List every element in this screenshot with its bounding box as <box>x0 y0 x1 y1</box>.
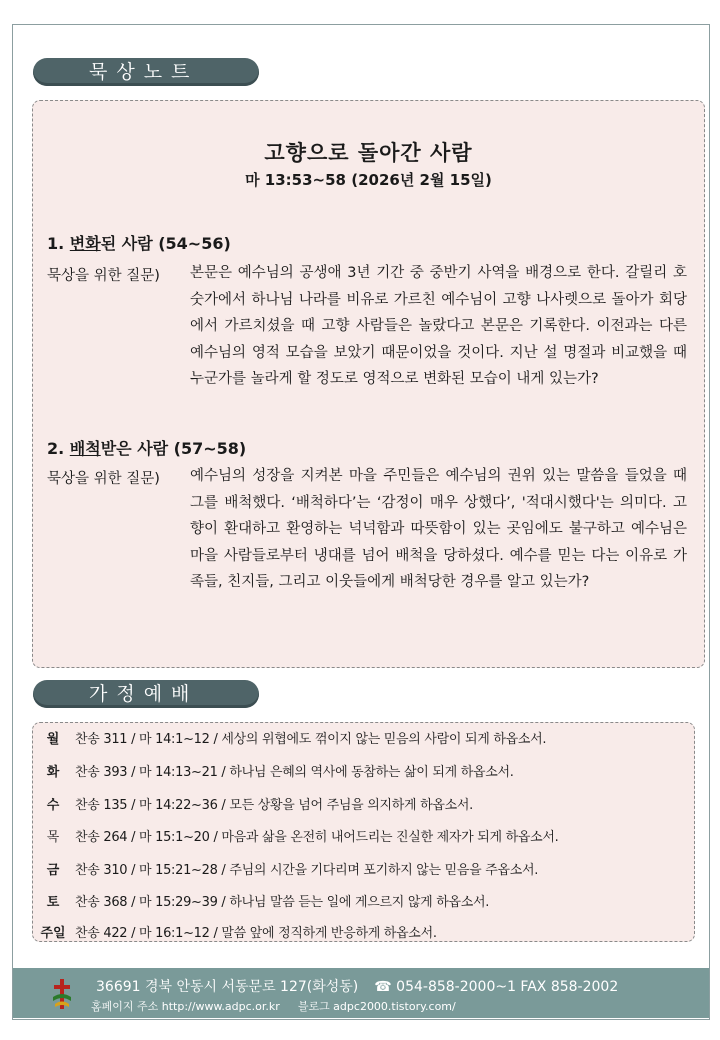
worship-text: 찬송 264 / 마 15:1~20 / 마음과 삶을 온전히 내어드리는 진실한 제자가 되게 하옵소서. <box>75 830 559 845</box>
worship-text: 찬송 422 / 마 16:1~12 / 말씀 앞에 정직하게 반응하게 하옵소서. <box>75 926 437 941</box>
worship-text: 찬송 311 / 마 14:1~12 / 세상의 위협에도 꺾이지 않는 믿음의 사람이 되게 하옵소서. <box>75 732 547 747</box>
worship-day: 주일 <box>40 926 66 941</box>
church-cross-logo-icon <box>51 977 73 1011</box>
point-1-number: 1. <box>47 234 65 253</box>
point-2-number: 2. <box>47 439 65 458</box>
point-2-rest: 받은 사람 (57~58) <box>100 439 247 458</box>
point-2-heading <box>47 436 246 459</box>
point-2-question-label: 묵상을 위한 질문) <box>47 471 160 487</box>
church-address: 36691 경북 안동시 서동문로 127(화성동) <box>96 979 359 995</box>
worship-section-header: 가정예배 <box>33 680 259 708</box>
church-phone: ☎ 054-858-2000~1 FAX 858-2002 <box>374 979 619 995</box>
meditation-box <box>32 100 705 668</box>
point-1-heading <box>47 231 231 254</box>
worship-text: 찬송 393 / 마 14:13~21 / 하나님 은혜의 역사에 동참하는 삶이 되게 하옵소서. <box>75 765 514 780</box>
point-2-question-text: 예수님의 성장을 지켜본 마을 주민들은 예수님의 권위 있는 말씀을 들었을 때 그를 배척했다. ‘배척하다’는 ‘감정이 매우 상했다’, '적대시했다'는 의미다. 고향이 환대하고 환영하는 넉넉함과 따뜻함이 있는 곳임에도 불구하고 예수님은 마을 사람들로부터 냉대를 넘어 배척을 당하셨다. 예수를 믿는 다는 이유로 가족들, 친지들, 그리고 이웃들에게 배척당한 경우를 알고 있는가? <box>190 468 687 590</box>
point-1-question-label: 묵상을 위한 질문) <box>47 268 160 284</box>
blog-link[interactable]: 블로그 adpc2000.tistory.com/ <box>297 1000 456 1013</box>
worship-text: 찬송 368 / 마 15:29~39 / 하나님 말씀 듣는 일에 게으르지 않게 하옵소서. <box>75 895 490 910</box>
worship-text: 찬송 310 / 마 15:21~28 / 주님의 시간을 기다리며 포기하지 않는 믿음을 주옵소서. <box>75 863 539 878</box>
worship-text: 찬송 135 / 마 14:22~36 / 모든 상황을 넘어 주님을 의지하게 하옵소서. <box>75 798 473 813</box>
footer-address-line <box>96 976 618 996</box>
worship-day: 수 <box>46 798 60 813</box>
worship-day: 월 <box>46 732 60 747</box>
worship-day: 토 <box>46 895 60 910</box>
point-1-rest: 된 사람 (54~56) <box>100 234 231 253</box>
point-1-keyword: 변화 <box>69 234 101 253</box>
homepage-link[interactable]: 홈페이지 주소 http://www.adpc.or.kr <box>91 1000 280 1013</box>
meditation-section-header: 묵상노트 <box>33 58 259 86</box>
footer-bar <box>13 968 709 1018</box>
worship-day: 화 <box>46 765 60 780</box>
worship-day: 목 <box>46 830 60 845</box>
family-worship-box <box>32 722 695 942</box>
point-2-keyword: 배척 <box>69 439 101 458</box>
footer-links-line <box>91 998 456 1014</box>
sermon-title: 고향으로 돌아간 사람 <box>264 141 473 165</box>
scripture-reference: 마 13:53~58 (2026년 2월 15일) <box>245 171 492 189</box>
worship-day: 금 <box>46 863 60 878</box>
point-1-question-text: 본문은 예수님의 공생애 3년 기간 중 중반기 사역을 배경으로 한다. 갈릴리 호숫가에서 하나님 나라를 비유로 가르친 예수님이 고향 나사렛으로 돌아가 회당에서 가르치셨을 때 고향 사람들은 놀랐다고 본문은 기록한다. 이전과는 다른 예수님의 영적 모습을 보았기 때문이었을 것이다. 지난 설 명절과 비교했을 때 누군가를 놀라게 할 정도로 영적으로 변화된 모습이 내게 있는가? <box>190 265 687 387</box>
